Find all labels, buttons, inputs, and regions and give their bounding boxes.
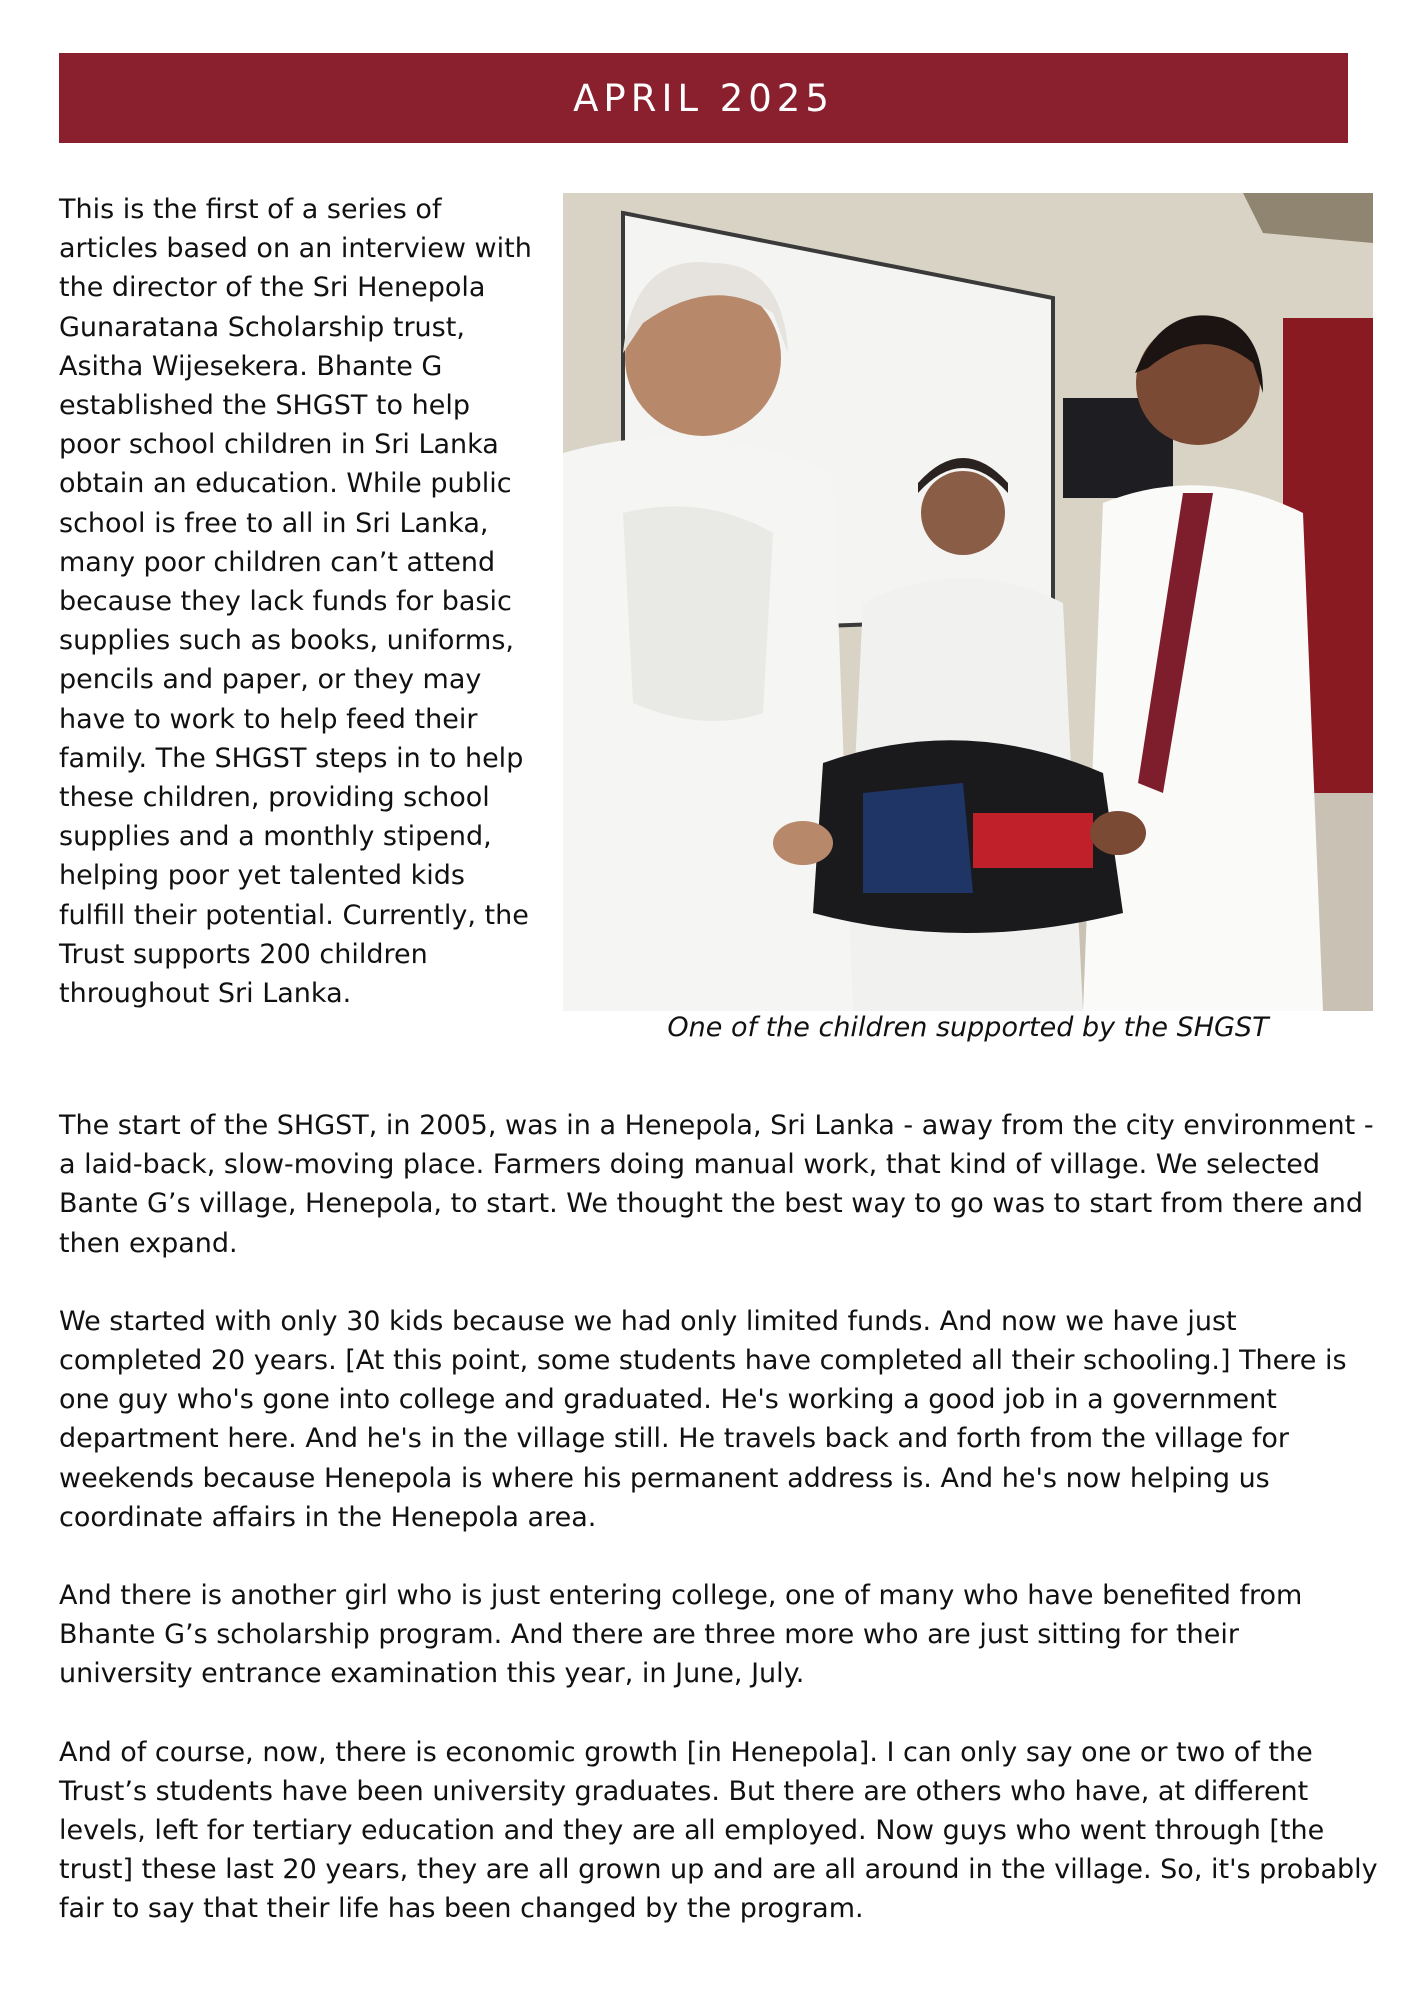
photo xyxy=(563,193,1373,1011)
body-paragraph: And of course, now, there is economic growth [in Henepola]. I can only say one or two of the Trust’s students have been university graduates. But there are others who have, at different levels, left for tertiary education and they are all employed. Now guys who went through [the trust] these last 20 years, they are all grown up and are all around in the village. So, it's probably fair to say that their life has been changed by the program. xyxy=(59,1736,1378,1925)
body-paragraph: We started with only 30 kids because we had only limited funds. And now we have just completed 20 years. [At this point, some students have completed all their schooling.] There is one guy who's gone into college and graduated. He's working a good job in a government department here. And he's in the village still. He travels back and forth from the village for weekends because Henepola is where his permanent address is. And he's now helping us coordinate affairs in the Henepola area. xyxy=(59,1305,1347,1533)
header-banner xyxy=(59,53,1348,143)
photo-caption: One of the children supported by the SHGST xyxy=(667,1012,1269,1043)
intro-paragraph: This is the first of a series of articles based on an interview with the director of the Sri Henepola Gunaratana Scholarship trust, Asitha Wijesekera. Bhante G established the SHGST to help poor school children in Sri Lanka obtain an education. While public school is free to all in Sri Lanka, many poor children can’t attend because they lack funds for basic supplies such as books, uniforms, pencils and paper, or they may have to work to help feed their family. The SHGST steps in to help these children, providing school supplies and a monthly stipend, helping poor yet talented kids fulfill their potential. Currently, the Trust supports 200 children throughout Sri Lanka. xyxy=(59,194,532,1010)
article-body xyxy=(59,1106,1379,1968)
body-paragraph: The start of the SHGST, in 2005, was in a Henepola, Sri Lanka - away from the city environment - a laid-back, slow-moving place. Farmers doing manual work, that kind of village. We selected Bante G’s village, Henepola, to start. We thought the best way to go was to start from there and then expand. xyxy=(59,1110,1374,1259)
page-title: APRIL 2025 xyxy=(573,76,834,120)
photo-illustration xyxy=(563,193,1373,1011)
body-paragraph: And there is another girl who is just entering college, one of many who have benefited from Bhante G’s scholarship program. And there are three more who are just sitting for their university entrance examination this year, in June, July. xyxy=(59,1580,1303,1690)
